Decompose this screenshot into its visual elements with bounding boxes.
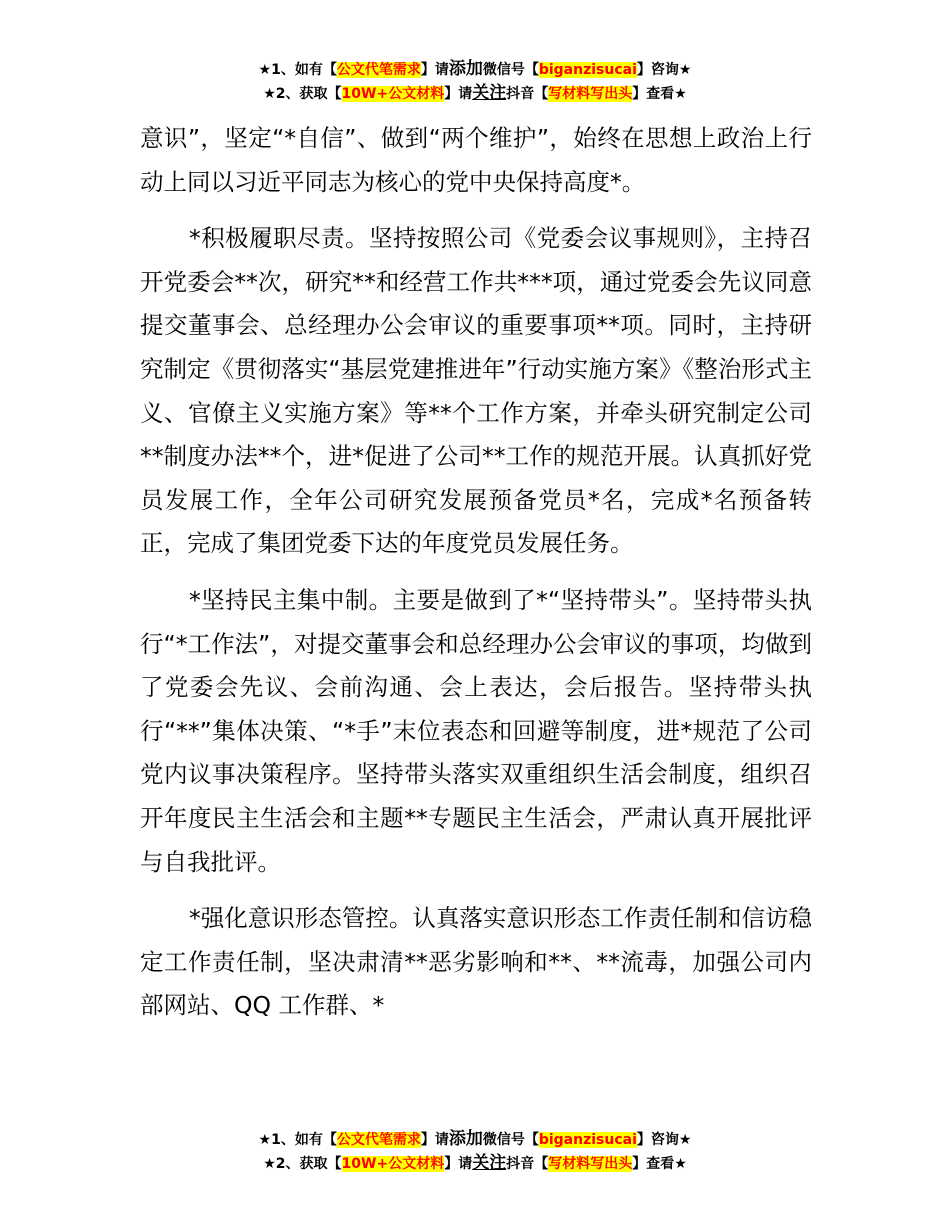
footer-line-2-mid: 】请 xyxy=(444,1156,473,1172)
header-line-1-mid2: 微信号【 xyxy=(482,62,539,78)
header-line-1-prefix: 1、如有【 xyxy=(271,62,337,78)
header-line-1-highlight-wechat: biganzisucai xyxy=(538,62,637,78)
footer-line-2-suffix: 】查看 xyxy=(632,1156,675,1172)
star-icon: ★ xyxy=(674,86,687,102)
star-icon: ★ xyxy=(258,62,272,78)
footer-line-2-highlight-douyin: 写材料写出头 xyxy=(548,1156,633,1172)
header-line-2-mid2: 抖音【 xyxy=(506,86,549,102)
footer-line-1 xyxy=(0,1128,950,1152)
document-body xyxy=(140,117,812,1041)
footer-line-2-highlight-materials: 10W+公文材料 xyxy=(341,1156,445,1172)
paragraph-ideology: *强化意识形态管控。认真落实意识形态工作责任制和信访稳定工作责任制，坚决肃清**恶劣影响和**、**流毒，加强公司内部网站、QQ 工作群、* xyxy=(140,904,812,1020)
header-line-2-highlight-douyin: 写材料写出头 xyxy=(548,86,633,102)
header-line-2-emphasis: 关注 xyxy=(472,83,507,103)
header-line-2-highlight-materials: 10W+公文材料 xyxy=(341,86,445,102)
star-icon: ★ xyxy=(263,1156,276,1172)
header-line-2-prefix: 2、获取【 xyxy=(275,86,342,102)
star-icon: ★ xyxy=(678,1132,692,1148)
star-icon: ★ xyxy=(263,86,276,102)
footer-line-1-prefix: 1、如有【 xyxy=(271,1132,337,1148)
paragraph-continuation: 意识”，坚定“*自信”、做到“两个维护”，始终在思想上政治上行动上同以习近平同志为核心的党中央保持高度*。 xyxy=(140,124,812,196)
header-line-1 xyxy=(0,58,950,82)
footer-line-2 xyxy=(0,1152,950,1176)
header-line-1-mid: 】请 xyxy=(420,62,449,78)
paragraph-duty: *积极履职尽责。坚持按照公司《党委会议事规则》，主持召开党委会**次，研究**和经营工作共***项，通过党委会先议同意提交董事会、总经理办公会审议的重要事项**项。同时，主持研究制定《贯彻落实“基层党建推进年”行动实施方案》《整治形式主义、官僚主义实施方案》等**个工作方案，并牵头研究制定公司**制度办法**个，进*促进了公司**工作的规范开展。认真抓好党员发展工作，全年公司研究发展预备党员*名，完成*名预备转正，完成了集团党委下达的年度党员发展任务。 xyxy=(140,224,812,558)
footer-line-1-mid: 】请 xyxy=(420,1132,449,1148)
footer-banner xyxy=(0,1128,950,1176)
footer-line-1-highlight-wechat: biganzisucai xyxy=(538,1132,637,1148)
footer-line-2-prefix: 2、获取【 xyxy=(275,1156,342,1172)
header-line-1-suffix: 】咨询 xyxy=(636,62,679,78)
header-line-1-highlight-service: 公文代笔需求 xyxy=(336,62,421,78)
footer-line-1-mid2: 微信号【 xyxy=(482,1132,539,1148)
footer-line-1-emphasis: 添加 xyxy=(448,1129,483,1149)
star-icon: ★ xyxy=(674,1156,687,1172)
footer-line-2-mid2: 抖音【 xyxy=(506,1156,549,1172)
paragraph-democratic-centralism: *坚持民主集中制。主要是做到了*“坚持带头”。坚持带头执行“*工作法”，对提交董事会和总经理办公会审议的事项，均做到了党委会先议、会前沟通、会上表达，会后报告。坚持带头执行“**”集体决策、“*手”末位表态和回避等制度，进*规范了公司党内议事决策程序。坚持带头落实双重组织生活会制度，组织召开年度民主生活会和主题**专题民主生活会，严肃认真开展批评与自我批评。 xyxy=(140,585,812,876)
footer-line-1-suffix: 】咨询 xyxy=(636,1132,679,1148)
header-line-2 xyxy=(0,82,950,106)
header-banner xyxy=(0,58,950,106)
footer-line-2-emphasis: 关注 xyxy=(472,1153,507,1173)
footer-line-1-highlight-service: 公文代笔需求 xyxy=(336,1132,421,1148)
header-line-1-emphasis: 添加 xyxy=(448,59,483,79)
star-icon: ★ xyxy=(258,1132,272,1148)
header-line-2-suffix: 】查看 xyxy=(632,86,675,102)
header-line-2-mid: 】请 xyxy=(444,86,473,102)
star-icon: ★ xyxy=(678,62,692,78)
